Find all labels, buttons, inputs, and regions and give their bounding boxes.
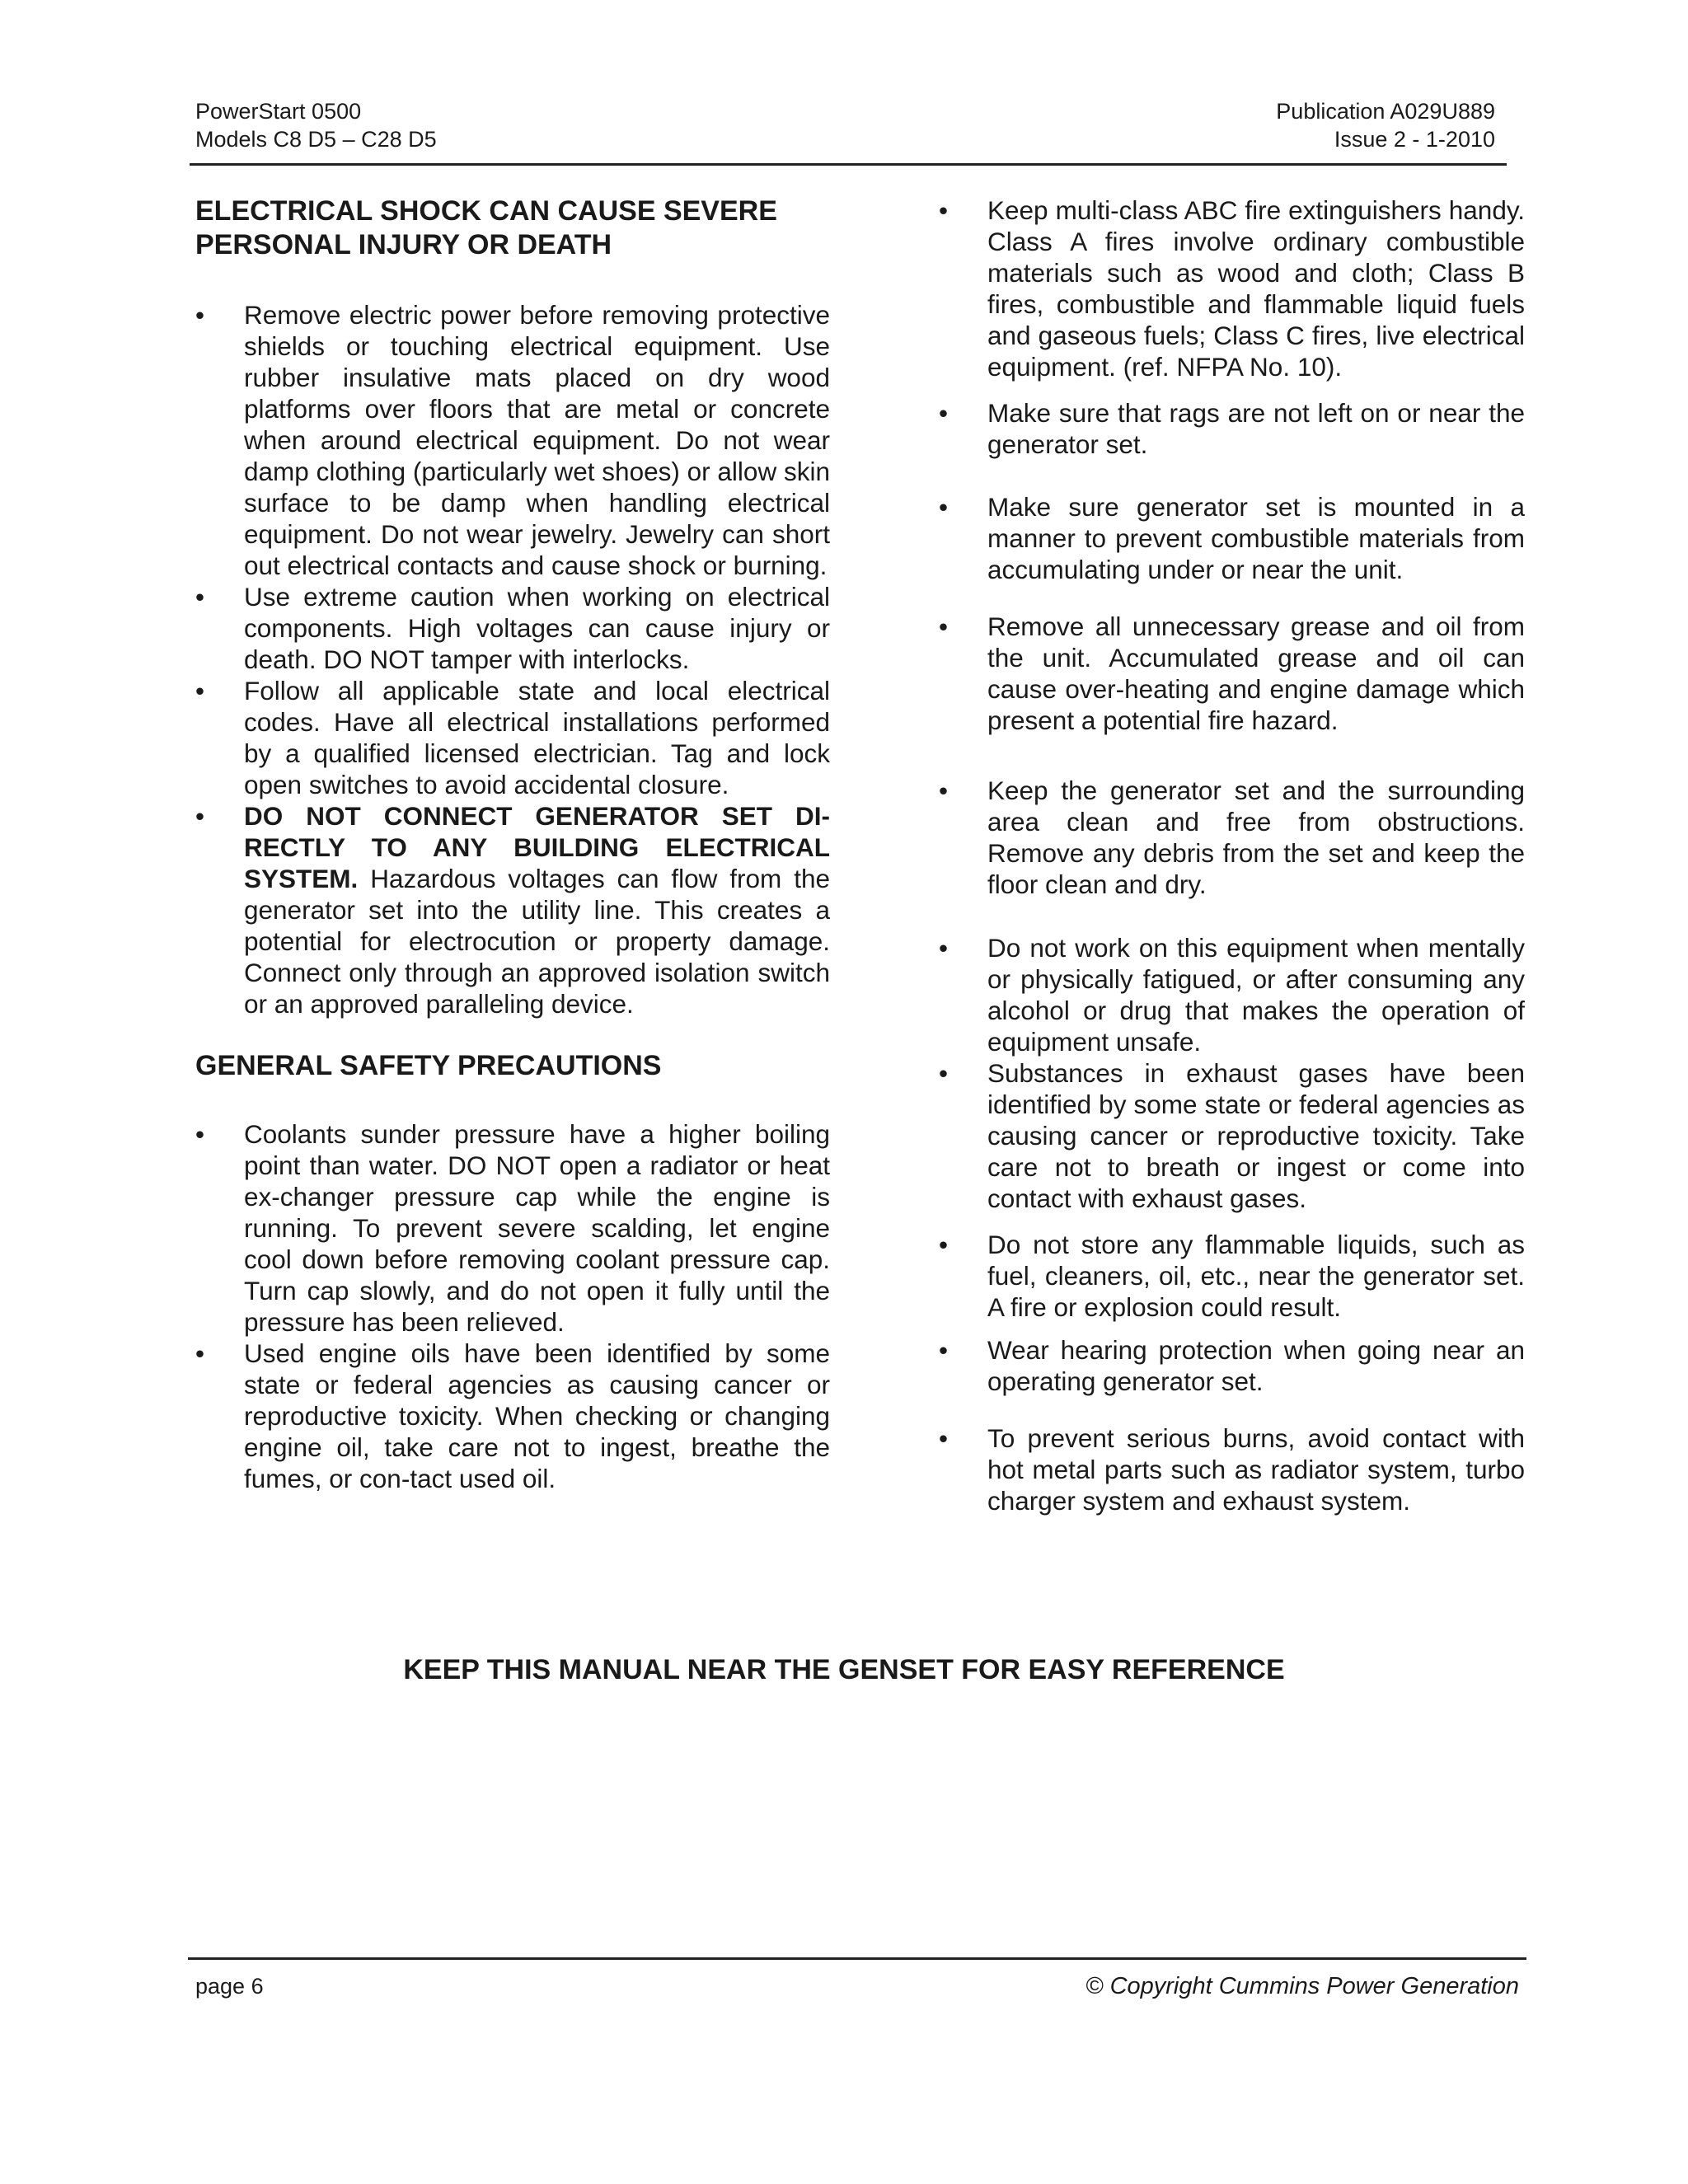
header-divider: [190, 163, 1507, 166]
bullet-icon: •: [939, 1335, 949, 1365]
general-safety-heading: GENERAL SAFETY PRECAUTIONS: [195, 1050, 662, 1081]
electrical-shock-heading: ELECTRICAL SHOCK CAN CAUSE SEVERE PERSONAL INJURY OR DEATH: [195, 195, 777, 260]
bullet-icon: •: [195, 300, 205, 330]
bullet-icon: •: [195, 582, 205, 612]
list-item: • Make sure generator set is mounted in a manner to prevent combustible materials from accumulating under or near the unit.: [939, 492, 1525, 584]
list-item: • Follow all applicable state and local electrical codes. Have all electrical installations performed by a qualified licensed electrician. Tag and lock open switches to avoid accidental closure.: [195, 676, 830, 799]
bullet-icon: •: [939, 1230, 949, 1259]
bullet-icon: •: [939, 1058, 949, 1088]
list-item: • Do not store any flammable liquids, such as fuel, cleaners, oil, etc., near the generator set. A fire or explosion could result.: [939, 1230, 1525, 1322]
header-left: [195, 97, 437, 153]
list-item: • Remove electric power before removing protective shields or touching electrical equipment. Use rubber insulative mats placed on dry wood platforms over floors that are metal or concrete when around electrical equipment. Do not wear damp clothing (particularly wet shoes) or allow skin surface to be damp when handling electrical equipment. Do not wear jewelry. Jewelry can short out electrical contacts and cause shock or burning.: [195, 300, 830, 580]
copyright-notice: © Copyright Cummins Power Generation: [1085, 1973, 1519, 1999]
list-item: • Wear hearing protection when going near an operating generator set.: [939, 1335, 1525, 1396]
keep-manual-note: KEEP THIS MANUAL NEAR THE GENSET FOR EASY REFERENCE: [403, 1654, 1285, 1685]
publication-number: Publication A029U889: [1276, 99, 1495, 124]
bullet-icon: •: [195, 801, 205, 831]
model-range: Models C8 D5 – C28 D5: [195, 127, 437, 152]
bullet-icon: •: [939, 1423, 949, 1453]
page-number: page 6: [195, 1974, 264, 1999]
bullet-icon: •: [939, 195, 949, 225]
list-item: • Keep the generator set and the surrounding area clean and free from obstructions. Remove any debris from the set and keep the floor clean and dry.: [939, 776, 1525, 899]
list-item: • Do not work on this equipment when mentally or physically fatigued, or after consuming any alcohol or drug that makes the operation of equipment unsafe.: [939, 933, 1525, 1057]
bullet-icon: •: [939, 612, 949, 641]
bullet-icon: •: [939, 492, 949, 522]
list-item: • Remove all unnecessary grease and oil from the unit. Accumulated grease and oil can cause over-heating and engine damage which present a potential fire hazard.: [939, 612, 1525, 735]
list-item: • Use extreme caution when working on electrical components. High voltages can cause injury or death. DO NOT tamper with interlocks.: [195, 582, 830, 674]
bullet-icon: •: [195, 1338, 205, 1368]
bullet-icon: •: [195, 676, 205, 705]
right-column: [939, 194, 1525, 1516]
list-item: • Coolants sunder pressure have a higher boiling point than water. DO NOT open a radiator or heat ex-changer pressure cap while the engine is running. To prevent severe scalding, let engine cool down before removing coolant pressure cap. Turn cap slowly, and do not open it fully until the pressure has been relieved.: [195, 1119, 830, 1337]
fire-safety-list: [939, 194, 1525, 1516]
bullet-icon: •: [939, 933, 949, 963]
list-item: • Used engine oils have been identified by some state or federal agencies as causing cancer or reproductive toxicity. When checking or changing engine oil, take care not to ingest, breathe the fumes, or con-tact used oil.: [195, 1338, 830, 1493]
electrical-list: [195, 299, 830, 1019]
bullet-icon: •: [939, 776, 949, 805]
left-column: [195, 194, 830, 1494]
issue-date: Issue 2 - 1-2010: [1334, 127, 1495, 152]
bullet-icon: •: [939, 398, 949, 428]
list-item: • DO NOT CONNECT GENERATOR SET DI-RECTLY TO ANY BUILDING ELECTRICAL SYSTEM. Hazardous voltages can flow from the generator set into the utility line. This creates a potential for electrocution or property damage. Connect only through an approved isolation switch or an approved paralleling device.: [195, 801, 830, 1019]
building-connection-warning: DO NOT CONNECT GENERATOR SET DI-RECTLY TO ANY BUILDING ELECTRICAL SYSTEM.: [244, 801, 830, 893]
list-item: • Substances in exhaust gases have been identified by some state or federal agencies as causing cancer or reproductive toxicity. Take care not to breath or ingest or come into contact with exhaust gases.: [939, 1058, 1525, 1213]
list-item: • To prevent serious burns, avoid contact with hot metal parts such as radiator system, turbo charger system and exhaust system.: [939, 1423, 1525, 1516]
product-name: PowerStart 0500: [195, 99, 362, 124]
footer-divider: [188, 1957, 1526, 1960]
list-item: • Make sure that rags are not left on or near the generator set.: [939, 398, 1525, 459]
list-item: • Keep multi-class ABC fire extinguishers handy. Class A fires involve ordinary combustible materials such as wood and cloth; Class B fires, combustible and flammable liquid fuels and gaseous fuels; Class C fires, live electrical equipment. (ref. NFPA No. 10).: [939, 195, 1525, 382]
general-safety-list: [195, 1118, 830, 1494]
header-right: [1276, 97, 1495, 153]
bullet-icon: •: [195, 1119, 205, 1149]
